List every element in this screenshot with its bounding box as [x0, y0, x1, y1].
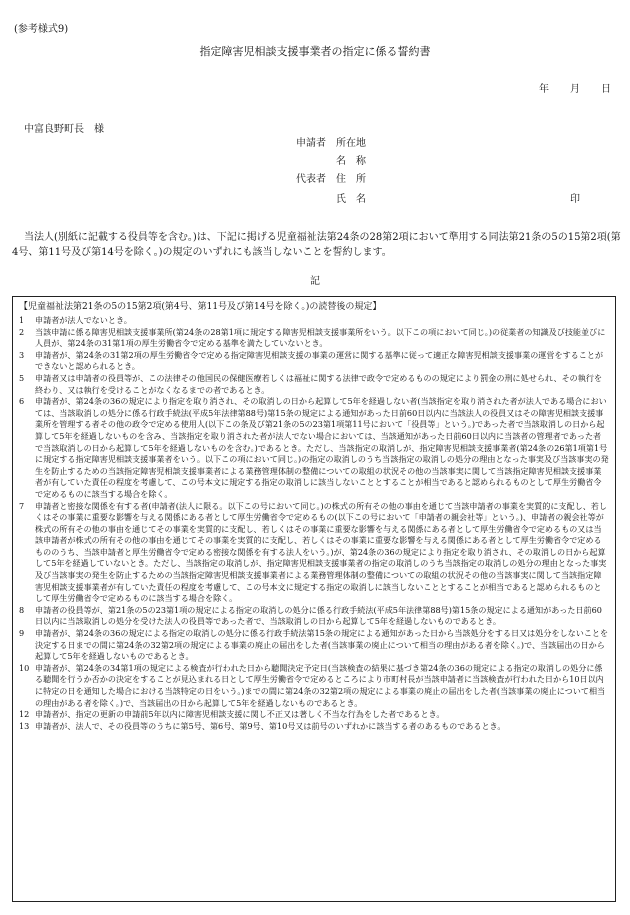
document-title: 指定障害児相談支援事業者の指定に係る誓約書	[199, 45, 431, 58]
provision-item	[19, 605, 609, 628]
item-number: 6	[19, 396, 25, 407]
item-text: 申請者が法人でないとき。	[35, 315, 132, 325]
form-number: (参考様式9)	[14, 24, 69, 35]
provision-item	[19, 396, 609, 500]
ki-heading: 記	[310, 276, 320, 287]
name-label: 名 称	[336, 156, 366, 167]
item-number: 5	[19, 372, 25, 383]
item-text: 申請者と密接な関係を有する者(申請者(法人に限る。以下この号において同じ。)の株式の所有その他の事由を通じて当該申請者の事業を実質的に支配し、若しくはその事業に重要な影響を与える関係にある者として厚生労働省令で定めるもの(以下この号において「申請者の親会社等」という。)、申請者の親会社等が株式の所有その他の事由を通じてその事業を実質的に支配し、若しくはその事業に重要な影響を与える関係にある者として厚生労働省令で定めるもの又は当該申請者が株式の所有その他の事由を通じてその事業を実質的に支配し、若しくはその事業に重要な影響を与える関係にある者として厚生労働省令で定めるもののうち、当該申請者と厚生労働省令で定める密接な関係を有する法人をいう。)が、第24条の36の規定により指定を取り消され、その取消しの日から起算して5年を経過していないとき。ただし、当該指定の取消しが、指定障害児相談支援事業者の指定の取消しのうち当該指定の取消しの処分の理由となった事実及び当該事実の発生を防止するための当該指定障害児相談支援事業者による業務管理体制の整備についての取組の状況その他の当該事実に関して当該指定障害児相談支援事業者が有していた責任の程度を考慮して、この号本文に規定する指定の取消しに該当しないこととすることが相当であると認められるものとして厚生労働省令で定めるものに該当する場合を除く。	[35, 500, 607, 604]
item-number: 13	[19, 720, 30, 731]
item-text: 申請者が、第24条の36の規定により指定を取り消され、その取消しの日から起算して5年を経過しない者(当該指定を取り消された者が法人である場合においては、当該取消しの処分に係る行政手続法(平成5年法律第88号)第15条の規定による通知があった日前60日以内に当該法人の役員又はその障害児相談支援事業所を管理する者その他の政令で定める使用人(以下この条及び第21条の5の23第1項第11号において「役員等」という。)であった者で当該取消しの日から起算して5年を経過しないものを含み、当該指定を取り消された者が法人でない場合においては、当該通知があった日前60日以内に当該者の管理者であった者で当該取消しの日から起算して5年を経過しないものを含む。)であるとき。ただし、当該指定の取消しが、指定障害児相談支援事業者(第24条の26第1項第1号に規定する指定障害児相談支援事業者をいう。以下この項において同じ。)の指定の取消しのうち当該指定の取消しの処分の理由となった事実及び当該事実の発生を防止するための当該指定障害児相談支援事業者による業務管理体制の整備についての取組の状況その他の当該事実に関して当該指定障害児相談支援事業者が有していた責任の程度を考慮して、この号本文に規定する指定の取消しに該当しないこととすることが相当であると認められるものとして厚生労働省令で定めるものに該当する場合を除く。	[35, 396, 609, 499]
item-number: 8	[19, 604, 25, 615]
pledge-text: 当法人(別紙に記載する役員等を含む。)は、下記に掲げる児童福祉法第24条の28第2項において準用する同法第21条の5の15第2項(第4号、第11号及び第14号を除く。)の規定のいずれにも該当しないことを誓約します。	[12, 232, 621, 258]
provision-item	[19, 628, 609, 663]
item-text: 申請者が、指定の更新の申請前5年以内に障害児相談支援に関し不正又は著しく不当な行為をした者であるとき。	[35, 709, 445, 720]
item-text: 申請者が、第24条の34第1項の規定による検査が行われた日から聴聞決定予定日(当該検査の結果に基づき第24条の36の規定による指定の取消しの処分に係る聴聞を行うか否かの決定をすることが見込まれる日として厚生労働省令で定めるところにより市町村長が当該申請者に当該検査が行われた日から10日以内に特定の日を通知した場合における当該特定の日をいう。)までの間に第24条の32第2項の規定による事業の廃止の届出をした者(当該事業の廃止について相当の理由がある者を除く。)で、当該届出の日から起算して5年を経過しないものであるとき。	[35, 662, 606, 708]
provisions-title: 【児童福祉法第21条の5の15第2項(第4号、第11号及び第14号を除く。)の読替後の規定】	[19, 302, 382, 312]
provision-item	[19, 350, 609, 373]
item-number: 10	[19, 662, 30, 673]
item-text: 申請者が、第24条の36の規定による指定の取消しの処分に係る行政手続法第15条の規定による通知があった日から当該処分をする日又は処分をしないことを決定する日までの間に第24条の32第2項の規定による事業の廃止の届出をした者(当該事業の廃止について相当の理由がある者を除く。)で、当該届出の日から起算して5年を経過しないものであるとき。	[35, 628, 609, 662]
item-number: 12	[19, 709, 30, 720]
provisions-box	[12, 296, 616, 902]
applicant-label: 申請者	[296, 138, 326, 149]
item-number: 7	[19, 500, 25, 511]
date-month-label: 月	[570, 84, 580, 95]
date-day-label: 日	[601, 84, 611, 95]
item-text: 当該申請に係る障害児相談支援事業所(第24条の28第1項に規定する障害児相談支援事業所をいう。以下この項において同じ。)の従業者の知識及び技能並びに人員が、第24条の31第1項の厚生労働省令で定める基準を満たしていないとき。	[35, 326, 606, 349]
rep-name-label: 氏 名	[336, 194, 366, 205]
item-text: 申請者が、法人で、その役員等のうちに第5号、第6号、第9号、第10号又は前号のいずれかに該当する者のあるものであるとき。	[35, 720, 506, 731]
provision-item	[19, 315, 609, 327]
rep-address-label: 住 所	[336, 174, 366, 185]
date-year-label: 年	[539, 84, 549, 95]
provision-item	[19, 373, 609, 396]
item-number: 9	[19, 628, 25, 639]
addressee: 中富良野町長 様	[24, 124, 104, 135]
provision-item	[19, 327, 609, 350]
item-number: 2	[19, 326, 25, 337]
provision-item	[19, 501, 609, 605]
provision-item	[19, 663, 609, 709]
provision-item	[19, 709, 609, 721]
item-number: 3	[19, 349, 25, 360]
item-text: 申請者の役員等が、第21条の5の23第1項の規定による指定の取消しの処分に係る行政手続法(平成5年法律第88号)第15条の規定による通知があった日前60日以内に当該取消しの処分を受けた法人の役員等であった者で、当該取消しの日から起算して5年を経過しないものであるとき。	[35, 604, 602, 627]
item-text: 申請者が、第24条の31第2項の厚生労働省令で定める指定障害児相談支援の事業の運営に関する基準に従って適正な障害児相談支援事業の運営をすることができないと認められるとき。	[35, 349, 604, 372]
item-number: 1	[19, 315, 25, 325]
seal-mark: 印	[570, 194, 580, 205]
provision-item	[19, 721, 609, 733]
address-label: 所在地	[336, 138, 366, 149]
item-text: 申請者又は申請者の役員等が、この法律その他国民の保健医療若しくは福祉に関する法律で政令で定めるものの規定により罰金の刑に処せられ、その執行を終わり、又は執行を受けることがなくなるまでの者であるとき。	[35, 372, 603, 395]
representative-label: 代表者	[296, 174, 326, 185]
